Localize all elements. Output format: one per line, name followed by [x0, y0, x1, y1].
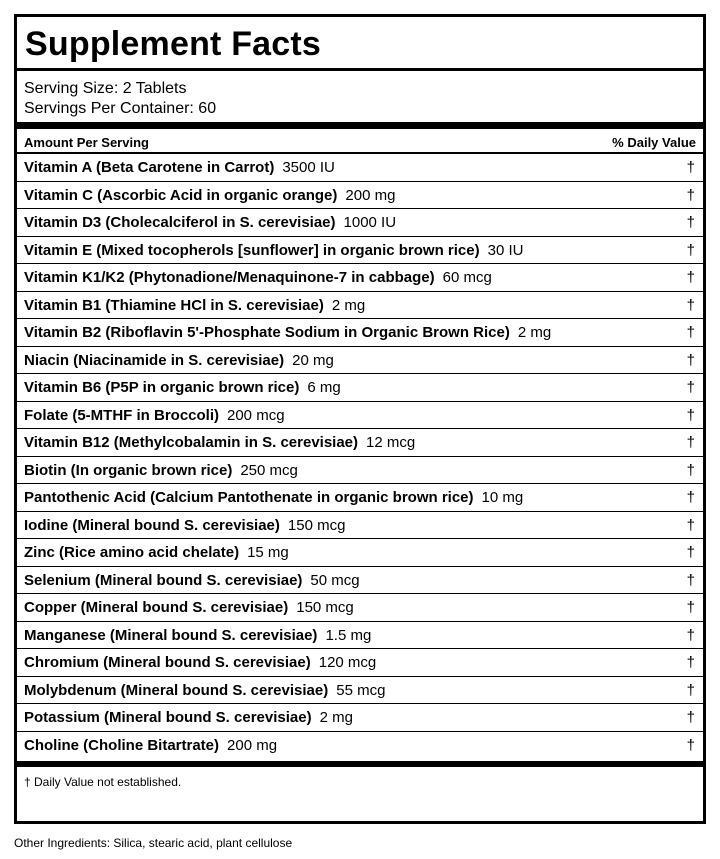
- nutrient-amount: 150 mcg: [287, 516, 346, 534]
- nutrient-entry: [24, 737, 277, 754]
- other-ingredients: Other Ingredients: Silica, stearic acid, plant cellulose: [14, 836, 293, 850]
- nutrient-amount: 120 mcg: [318, 654, 377, 672]
- nutrient-name: Vitamin B1 (Thiamine HCl in S. cerevisiae): [24, 296, 324, 314]
- nutrient-name: Niacin (Niacinamide in S. cerevisiae): [24, 351, 285, 369]
- nutrient-entry: [24, 434, 415, 451]
- daily-value-dagger: †: [686, 461, 695, 479]
- servings-per-container: Servings Per Container: 60: [24, 100, 217, 117]
- nutrient-entry: [24, 544, 289, 561]
- daily-value-dagger: †: [686, 159, 695, 177]
- nutrient-name: Choline (Choline Bitartrate): [24, 737, 220, 755]
- nutrient-entry: [24, 709, 353, 726]
- daily-value-dagger: †: [686, 489, 695, 507]
- nutrient-name: Vitamin C (Ascorbic Acid in organic orange): [24, 186, 338, 204]
- nutrient-amount: 30 IU: [487, 241, 524, 259]
- nutrient-row: [17, 347, 703, 375]
- nutrient-entry: [24, 462, 298, 479]
- nutrient-amount: 2 mg: [319, 709, 353, 727]
- nutrient-name: Potassium (Mineral bound S. cerevisiae): [24, 709, 312, 727]
- nutrient-name: Vitamin K1/K2 (Phytonadione/Menaquinone-7 in cabbage): [24, 269, 435, 287]
- nutrient-row: [17, 402, 703, 430]
- nutrient-name: Selenium (Mineral bound S. cerevisiae): [24, 571, 303, 589]
- nutrient-amount: 60 mcg: [442, 269, 492, 287]
- nutrient-name: Vitamin B6 (P5P in organic brown rice): [24, 379, 300, 397]
- daily-value-dagger: †: [686, 599, 695, 617]
- nutrient-name: Vitamin B12 (Methylcobalamin in S. cerevisiae): [24, 434, 359, 452]
- nutrient-row: [17, 677, 703, 705]
- daily-value-dagger: †: [686, 626, 695, 644]
- nutrient-row: [17, 622, 703, 650]
- nutrient-entry: [24, 654, 376, 671]
- nutrient-name: Vitamin D3 (Cholecalciferol in S. cerevisiae): [24, 214, 336, 232]
- daily-value-dagger: †: [686, 324, 695, 342]
- nutrient-name: Copper (Mineral bound S. cerevisiae): [24, 599, 289, 617]
- daily-value-dagger: †: [686, 709, 695, 727]
- daily-value-dagger: †: [686, 379, 695, 397]
- nutrient-entry: [24, 599, 354, 616]
- nutrient-entry: [24, 242, 523, 259]
- nutrient-name: Vitamin A (Beta Carotene in Carrot): [24, 159, 275, 177]
- nutrient-row: [17, 429, 703, 457]
- serving-info: [17, 71, 703, 122]
- nutrient-amount: 2 mg: [331, 296, 366, 314]
- nutrient-amount: 12 mcg: [366, 434, 416, 452]
- nutrient-amount: 2 mg: [517, 324, 552, 342]
- daily-value-dagger: †: [686, 214, 695, 232]
- nutrient-row: [17, 704, 703, 732]
- daily-value-dagger: †: [686, 737, 695, 755]
- nutrient-entry: [24, 682, 385, 699]
- nutrient-amount: 200 mg: [227, 737, 278, 755]
- nutrient-amount: 10 mg: [481, 489, 524, 507]
- nutrient-amount: 200 mg: [345, 186, 396, 204]
- daily-value-dagger: †: [686, 681, 695, 699]
- daily-value-dagger: †: [686, 186, 695, 204]
- nutrient-row: [17, 209, 703, 237]
- nutrient-row: [17, 512, 703, 540]
- nutrient-amount: 150 mcg: [296, 599, 354, 617]
- nutrient-entry: [24, 269, 492, 286]
- daily-value-dagger: †: [686, 516, 695, 534]
- nutrient-name: Folate (5-MTHF in Broccoli): [24, 406, 219, 424]
- nutrient-entry: [24, 187, 395, 204]
- nutrient-amount: 250 mcg: [240, 461, 298, 479]
- nutrient-entry: [24, 324, 551, 341]
- daily-value-dagger: †: [686, 406, 695, 424]
- nutrient-entry: [24, 379, 341, 396]
- nutrient-row: [17, 567, 703, 595]
- nutrient-row: [17, 182, 703, 210]
- nutrient-row: [17, 319, 703, 347]
- nutrient-amount: 15 mg: [247, 544, 289, 562]
- daily-value-dagger: †: [686, 544, 695, 562]
- nutrient-name: Manganese (Mineral bound S. cerevisiae): [24, 626, 318, 644]
- serving-size: Serving Size: 2 Tablets: [24, 80, 187, 97]
- nutrient-name: Iodine (Mineral bound S. cerevisiae): [24, 516, 280, 534]
- daily-value-header: % Daily Value: [612, 134, 696, 150]
- footnote: † Daily Value not established.: [24, 775, 182, 789]
- nutrient-name: Vitamin E (Mixed tocopherols [sunflower] in organic brown rice): [24, 241, 480, 259]
- amount-per-serving-header: Amount Per Serving: [24, 134, 149, 150]
- nutrient-name: Vitamin B2 (Riboflavin 5'-Phosphate Sodium in Organic Brown Rice): [24, 324, 510, 342]
- nutrient-amount: 55 mcg: [336, 681, 386, 699]
- nutrient-row: [17, 457, 703, 485]
- panel-title: Supplement Facts: [17, 17, 703, 71]
- daily-value-dagger: †: [686, 654, 695, 672]
- nutrient-row: [17, 732, 703, 760]
- nutrient-amount: 20 mg: [292, 351, 334, 369]
- nutrient-entry: [24, 297, 365, 314]
- nutrient-entry: [24, 159, 335, 176]
- nutrient-amount: 1000 IU: [343, 214, 397, 232]
- nutrient-row: [17, 154, 703, 182]
- nutrient-entry: [24, 517, 345, 534]
- supplement-facts-panel: [14, 14, 706, 824]
- nutrient-entry: [24, 214, 396, 231]
- nutrient-name: Pantothenic Acid (Calcium Pantothenate in organic brown rice): [24, 489, 474, 507]
- nutrient-amount: 6 mg: [307, 379, 341, 397]
- nutrient-row: [17, 594, 703, 622]
- nutrient-entry: [24, 627, 371, 644]
- nutrient-amount: 3500 IU: [282, 159, 335, 177]
- daily-value-dagger: †: [686, 269, 695, 287]
- nutrient-row: [17, 374, 703, 402]
- nutrient-name: Chromium (Mineral bound S. cerevisiae): [24, 654, 311, 672]
- daily-value-dagger: †: [686, 434, 695, 452]
- nutrient-entry: [24, 489, 523, 506]
- nutrient-name: Zinc (Rice amino acid chelate): [24, 544, 240, 562]
- nutrient-amount: 1.5 mg: [325, 626, 372, 644]
- nutrient-entry: [24, 407, 285, 424]
- nutrient-row: [17, 649, 703, 677]
- nutrient-name: Molybdenum (Mineral bound S. cerevisiae): [24, 681, 329, 699]
- nutrient-row: [17, 292, 703, 320]
- nutrient-name: Biotin (In organic brown rice): [24, 461, 233, 479]
- nutrient-entry: [24, 572, 360, 589]
- thick-divider: [17, 122, 703, 129]
- daily-value-dagger: †: [686, 241, 695, 259]
- daily-value-dagger: †: [686, 296, 695, 314]
- nutrient-row: [17, 237, 703, 265]
- nutrient-row: [17, 264, 703, 292]
- nutrient-list: [17, 154, 703, 759]
- column-header-row: [17, 129, 703, 154]
- nutrient-amount: 200 mcg: [227, 406, 285, 424]
- nutrient-entry: [24, 352, 334, 369]
- daily-value-dagger: †: [686, 571, 695, 589]
- nutrient-row: [17, 484, 703, 512]
- nutrient-amount: 50 mcg: [310, 571, 360, 589]
- nutrient-row: [17, 539, 703, 567]
- daily-value-dagger: †: [686, 351, 695, 369]
